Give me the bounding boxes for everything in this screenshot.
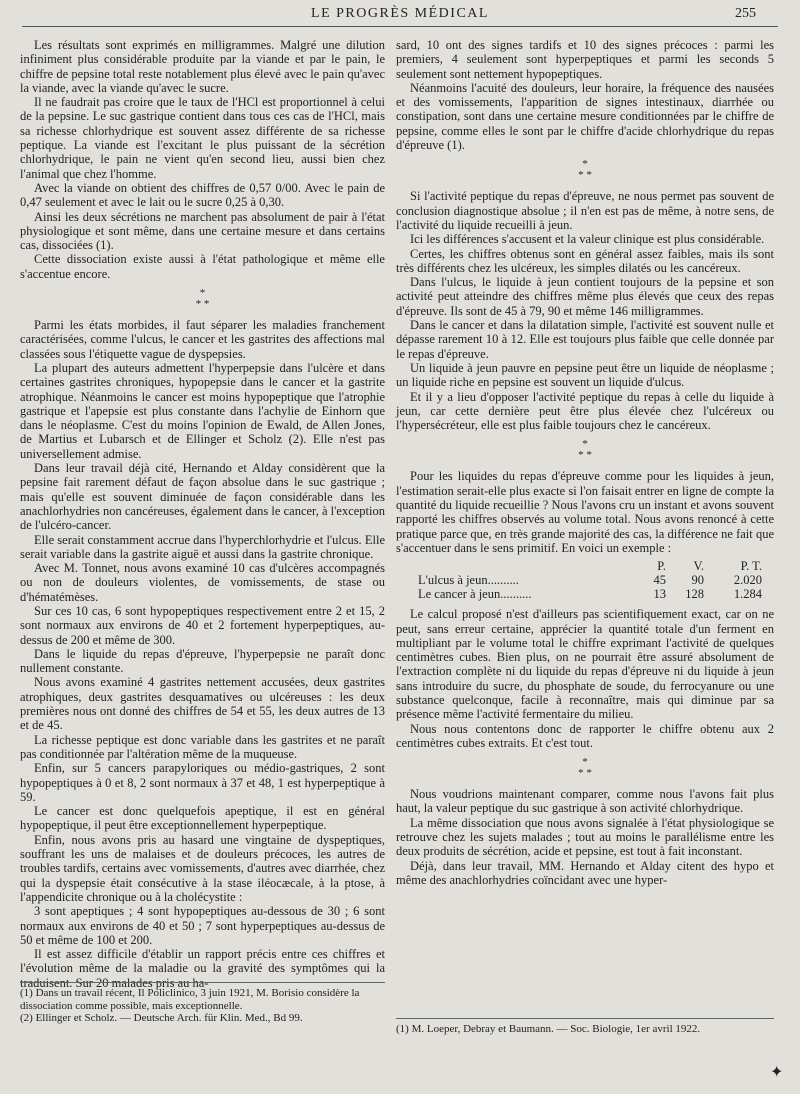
paragraph: Un liquide à jeun pauvre en pepsine peut être un liquide de néoplasme ; un liquide riche en pepsine est souvent un liquide d'ulcus. — [396, 360, 774, 390]
paragraph: Certes, les chiffres obtenus sont en général assez faibles, mais ils sont très différents chez les ulcéreux, les simples dilatés ou les cancéreux. — [396, 246, 774, 275]
star-mark: * — [582, 438, 588, 451]
cell-p: 45 — [653, 573, 666, 588]
paragraph: La plupart des auteurs admettent l'hyperpepsie dans l'ulcère et dans certaines gastrites chroniques, hypopepsie dans le cancer et la gastrite atrophique. Néanmoins le cancer est moins hypopeptique que l'atrophie gastrique et l'apepsie est plus constante dans l'achylie de Einhorn que dans le néoplasme. C'est du moins l'opinion de Ewald, de Allen Jones, de Martius et Lubarsch et de Ellinger et Scholz (2). Elle n'est pas universellement admise. — [20, 360, 385, 461]
column-header: V. — [693, 559, 704, 574]
star-mark: * — [199, 287, 206, 300]
page-number: 255 — [735, 6, 756, 21]
left-column — [20, 38, 385, 990]
paragraph: Il est assez difficile d'établir un rapport précis entre ces chiffres et l'évolution même de la maladie ou la gravité des symptômes qui la traduisent. Sur 20 malades pris au ha- — [20, 947, 385, 990]
paragraph: Avec la viande on obtient des chiffres de 0,57 0/00. Avec le pain de 0,47 seulement et avec le lait ou le sucre 0,25 à 0,30. — [20, 180, 385, 210]
page-header — [0, 6, 800, 26]
paragraph: Elle serait constamment accrue dans l'hyperchlorhydrie et l'ulcus. Elle serait variable dans la gastrite aiguë et aussi dans la gastrite chronique. — [20, 532, 385, 561]
section-separator — [396, 439, 774, 461]
paragraph: Et il y a lieu d'opposer l'activité peptique du repas à celle du liquide à jeun, car cette dernière peut être plus élevée chez l'ulcéreux ou l'hypersécréteur, elle est plus faible toujours chez le cancéreux. — [396, 389, 774, 433]
paragraph: 3 sont apeptiques ; 4 sont hypopeptiques au-dessous de 30 ; 6 sont normaux aux environs de 40 et 50 ; 7 sont hyperpeptiques au-dessus de 50 et même de 100 et 200. — [20, 904, 385, 947]
printer-mark-icon: ✦ — [770, 1064, 784, 1081]
footnote-rule — [20, 982, 385, 983]
section-separator — [396, 757, 774, 779]
footnote: (1) M. Loeper, Debray et Baumann. — Soc. Biologie, 1er avril 1922. — [396, 1023, 701, 1035]
paragraph: Sur ces 10 cas, 6 sont hypopeptiques respectivement entre 2 et 15, 2 sont normaux aux environs de 40 et 2 fortement hyperpeptiques, au-dessus de 200 et même de 300. — [20, 603, 385, 647]
row-label: L'ulcus à jeun.......... — [418, 573, 519, 588]
star-mark-pair: * * — [195, 298, 210, 311]
paragraph: La richesse peptique est donc variable dans les gastrites et ne paraît pas conditionnée par l'altération même de la muqueuse. — [20, 732, 385, 761]
paragraph: Enfin, sur 5 cancers parapyloriques ou médio-gastriques, 2 sont hypopeptiques à 0 et 8, 2 sont normaux à 37 et 48, 1 est hyperpeptique à 59. — [20, 761, 385, 804]
paragraph: Les résultats sont exprimés en milligrammes. Malgré une dilution infiniment plus considérable produite par la viande et par le pain, le chiffre de pepsine total reste notablement plus élevé avec le pain qu'avec la viande, avec la viande qu'avec le sucre. — [20, 38, 385, 95]
star-mark-pair: * * — [578, 449, 592, 462]
left-footnotes — [20, 987, 385, 1025]
star-mark-pair: * * — [578, 767, 592, 780]
paragraph: La même dissociation que nous avons signalée à l'état physiologique se retrouve chez les sujets malades ; tout au moins le parallélisme entre les deux produits de sécrétion, acide et pepsine, est tout à fait inconstant. — [396, 815, 774, 859]
paragraph: sard, 10 ont des signes tardifs et 10 des signes précoces : parmi les premiers, 4 seulement sont hyperpeptiques et parmi les seconds 5 seulement sont nettement hypopeptiques. — [396, 38, 774, 81]
row-label: Le cancer à jeun.......... — [418, 587, 532, 602]
journal-title: LE PROGRÈS MÉDICAL — [311, 6, 489, 21]
data-table — [414, 559, 766, 601]
paragraph: Néanmoins l'acuité des douleurs, leur horaire, la fréquence des nausées et des vomissements, l'apparition de signes intestinaux, diarrhée ou constipation, sont dans une certaine mesure conditionnées par le chiffre de pepsine, comme elles le sont par le chiffre d'acide chlorhydrique du repas d'épreuve (1). — [396, 80, 774, 153]
cell-p: 13 — [653, 587, 666, 602]
paragraph: Nous avons examiné 4 gastrites nettement accusées, deux gastrites atrophiques, deux gastrites desquamatives ou ulcéreuses : les deux premières nous ont donné des chiffres de 54 et 55, les deux autres de 13 et de 45. — [20, 675, 385, 733]
paragraph: Déjà, dans leur travail, MM. Hernando et Alday citent des hypo et même des anachlorhydries coïncidant avec une hyper- — [396, 858, 774, 887]
cell-v: 128 — [685, 587, 704, 602]
cell-pt: 2.020 — [733, 573, 762, 588]
section-separator — [20, 288, 385, 310]
column-header: P. T. — [740, 559, 762, 574]
cell-v: 90 — [691, 573, 704, 588]
star-mark: * — [582, 756, 588, 769]
paragraph: Si l'activité peptique du repas d'épreuve, ne nous permet pas souvent de conclusion diagnostique absolue ; il n'en est pas de même, à notre sens, de l'activité du liquide recueilli à jeun. — [396, 189, 774, 232]
paragraph: Enfin, nous avons pris au hasard une vingtaine de dyspeptiques, souffrant les uns de malaises et de douleurs précoces, les autres de troubles tardifs, certains avec vomissements, d'autres avec diarrhée, chez qui la dyspepsie était consécutive à la stase iléocæcale, à la ptose, à l'appendicite chronique ou à la cholécystite : — [20, 832, 385, 904]
table-header-row — [414, 559, 766, 573]
paragraph: Nous nous contentons donc de rapporter le chiffre obtenu aux 2 centimètres cubes extraits. Et c'est tout. — [396, 721, 774, 750]
paragraph: Il ne faudrait pas croire que le taux de l'HCl est proportionnel à celui de la pepsine. Le suc gastrique contient dans tous ces cas de l'HCl, mais sa richesse chlorhydrique est souvent assez différente de sa richesse peptique. La viande est l'excitant le plus puissant de la sécrétion chlorhydrique, le pain ne vient qu'en second lieu, aussi bien chez l'animal que chez l'homme. — [20, 95, 385, 181]
footnote-rule — [396, 1018, 774, 1019]
cell-pt: 1.284 — [733, 587, 762, 602]
paragraph: Parmi les états morbides, il faut séparer les maladies franchement caractérisées, comme l'ulcus, le cancer et les gastrites des affections mal classées sous l'étiquette vague de dyspepsies. — [20, 318, 385, 361]
column-header: P. — [657, 559, 666, 574]
right-footnotes — [396, 1023, 774, 1036]
paragraph: Pour les liquides du repas d'épreuve comme pour les liquides à jeun, l'estimation serait-elle plus exacte si l'on faisait entrer en ligne de compte la quantité du liquide recueillie ? Nous l'avons cru un instant et avons souvent rapporté les chiffres observés au volume total. Nous avons renoncé à cette pratique parce que, en très grande majorité des cas, la différence ne fait que s'accentuer dans le sens primitif. En voici un exemple : — [396, 469, 774, 555]
table-row — [414, 573, 766, 587]
footnote: (1) Dans un travail récent, Il Policlinico, 3 juin 1921, M. Borisio considère la dissociation comme possible, mais exceptionnelle. — [20, 987, 360, 1012]
paragraph: Nous voudrions maintenant comparer, comme nous l'avons fait plus haut, la valeur peptique du suc gastrique à son activité chlorhydrique. — [396, 787, 774, 816]
star-mark-pair: * * — [578, 169, 592, 182]
table-row — [414, 587, 766, 601]
paragraph: Dans le liquide du repas d'épreuve, l'hyperpepsie ne paraît donc nullement constante. — [20, 646, 385, 676]
paragraph: Dans leur travail déjà cité, Hernando et Alday considèrent que la pepsine fait rarement défaut de façon absolue dans le suc gastrique ; mais qu'elle est souvent diminuée de façon considérable dans les anachlorhydries non cancéreuses, également dans le cancer, à l'exception de l'ulcéro-cancer. — [20, 461, 385, 533]
star-mark: * — [582, 158, 588, 171]
paragraph: Dans le cancer et dans la dilatation simple, l'activité est souvent nulle et dépasse rarement 10 à 12. Elle est toujours plus faible que celle donnée par le repas d'épreuve. — [396, 318, 774, 361]
header-rule — [22, 26, 778, 27]
paragraph: Le calcul proposé n'est d'ailleurs pas scientifiquement exact, car on ne peut, sans erreur certaine, apprécier la quantité totale d'un ferment en multipliant par le volume total le chiffre exprimant l'activité de quelques centimètres cubes. Bien plus, on ne pourrait être assuré absolument de l'extraction complète ni du liquide du repas d'épreuve ni du liquide à jeun sans introduire du sucre, du phosphate de soude, du ferrocyanure ou une substance quelconque, facile à reconnaître, mais qui diminue par sa présence même l'activité fermentaire du milieu. — [396, 607, 774, 722]
paragraph: Le cancer est donc quelquefois apeptique, il est en général hypopeptique, il peut être exceptionnellement hyperpeptique. — [20, 804, 385, 833]
paragraph: Avec M. Tonnet, nous avons examiné 10 cas d'ulcères accompagnés ou non de douleurs violentes, de vomissements, de stase ou d'hématémèses. — [20, 561, 385, 604]
footnote: (2) Ellinger et Scholz. — Deutsche Arch. für Klin. Med., Bd 99. — [20, 1012, 303, 1024]
paragraph: Dans l'ulcus, le liquide à jeun contient toujours de la pepsine et son activité peut atteindre des chiffres même plus élevés que ceux des repas d'épreuve. Ils sont de 45 à 79, 90 et même 146 milligrammes. — [396, 275, 774, 318]
paragraph: Ainsi les deux sécrétions ne marchent pas absolument de pair à l'état physiologique et sont même, dans une certaine mesure et dans certains cas, dissociées (1). — [20, 209, 385, 253]
paragraph: Cette dissociation existe aussi à l'état pathologique et même elle s'accentue encore. — [20, 252, 385, 281]
right-column — [396, 38, 774, 887]
section-separator — [396, 159, 774, 181]
paragraph: Ici les différences s'accusent et la valeur clinique est plus considérable. — [410, 232, 765, 247]
